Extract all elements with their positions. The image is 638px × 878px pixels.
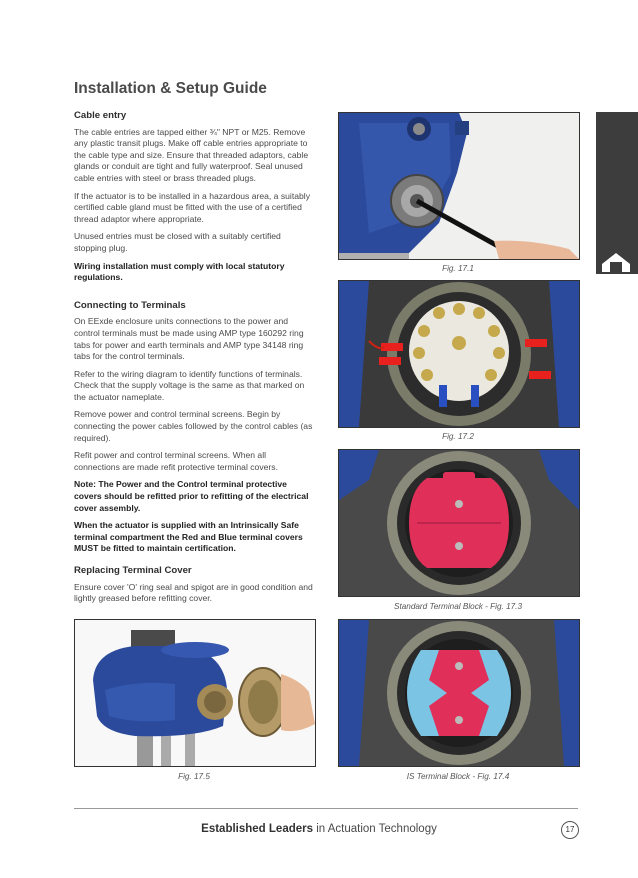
terminal-wiring-photo — [339, 281, 579, 427]
connecting-p1: On EExde enclosure units connections to the power and control terminals must be made using AMP type 160292 ring tabs for power and earth terminals and AMP type 34148 ring tabs for the control terminals. — [74, 316, 304, 362]
footer-divider — [74, 808, 578, 809]
cable-entry-p4: Wiring installation must comply with local statutory regulations. — [74, 260, 285, 283]
footer-tagline-bold: Established Leaders — [201, 823, 314, 835]
connecting-note2: When the actuator is supplied with an Intrinsically Safe terminal compartment the Red and Blue terminal covers MUST be fitted to maintain certification. — [74, 520, 303, 554]
page-title: Installation & Setup Guide — [74, 80, 267, 97]
fig-17-4-caption: IS Terminal Block - Fig. 17.4 — [406, 772, 510, 781]
connecting-note1: Note: The Power and the Control terminal protective covers should be refitted prior to refitting of the electrical cover assembly. — [74, 479, 309, 513]
is-terminal-block-photo — [339, 620, 579, 766]
fig-17-5-caption: Fig. 17.5 — [178, 772, 210, 781]
figure-17-5 — [74, 619, 316, 767]
actuator-cover-photo — [75, 620, 315, 766]
replacing-p1: Ensure cover 'O' ring seal and spigot are in good condition and lightly greased before refitting cover. — [74, 581, 313, 604]
fig-17-3-caption: Standard Terminal Block - Fig. 17.3 — [393, 602, 523, 611]
text-column — [74, 110, 314, 611]
connecting-p4: Refit power and control terminal screens. When all connections are made refit protective terminal covers. — [74, 450, 278, 472]
standard-terminal-block-photo — [339, 450, 579, 596]
footer-tagline — [0, 823, 638, 835]
figure-17-2 — [338, 280, 580, 428]
connecting-p2: Refer to the wiring diagram to identify functions of terminals. Check that the supply voltage is the same as that marked on the actuator nameplate. — [74, 368, 305, 402]
fig-17-2-caption: Fig. 17.2 — [442, 432, 474, 441]
cable-entry-p2: If the actuator is to be installed in a hazardous area, a suitably certified cable gland must be fitted with the use of a certified thread adaptor where appropriate. — [74, 190, 310, 224]
section-tab — [596, 112, 638, 274]
up-arrow-icon — [596, 112, 638, 274]
replacing-heading: Replacing Terminal Cover — [74, 565, 192, 576]
page-number: 17 — [561, 821, 579, 839]
connecting-p3: Remove power and control terminal screens. Begin by connecting the power cables followed by the control cables (as required). — [74, 409, 313, 443]
fig-17-1-caption: Fig. 17.1 — [442, 264, 474, 273]
cable-entry-p3: Unused entries must be closed with a suitably certified stopping plug. — [74, 231, 281, 253]
cable-entry-photo — [339, 113, 579, 259]
figure-17-3 — [338, 449, 580, 597]
connecting-heading: Connecting to Terminals — [74, 299, 186, 311]
figure-17-4 — [338, 619, 580, 767]
cable-entry-p1: The cable entries are tapped either ¾" NPT or M25. Remove any plastic transit plugs. Make off cable entries appropriate to the cable type and size. Ensure that threaded adaptors, cable glands or conduit are tight and fully waterproof. Seal unused cable entries with steel or brass threaded plugs. — [74, 126, 309, 183]
figure-17-1 — [338, 112, 580, 260]
footer-tagline-rest: in Actuation Technology — [313, 823, 437, 835]
cable-entry-heading: Cable entry — [74, 110, 127, 121]
